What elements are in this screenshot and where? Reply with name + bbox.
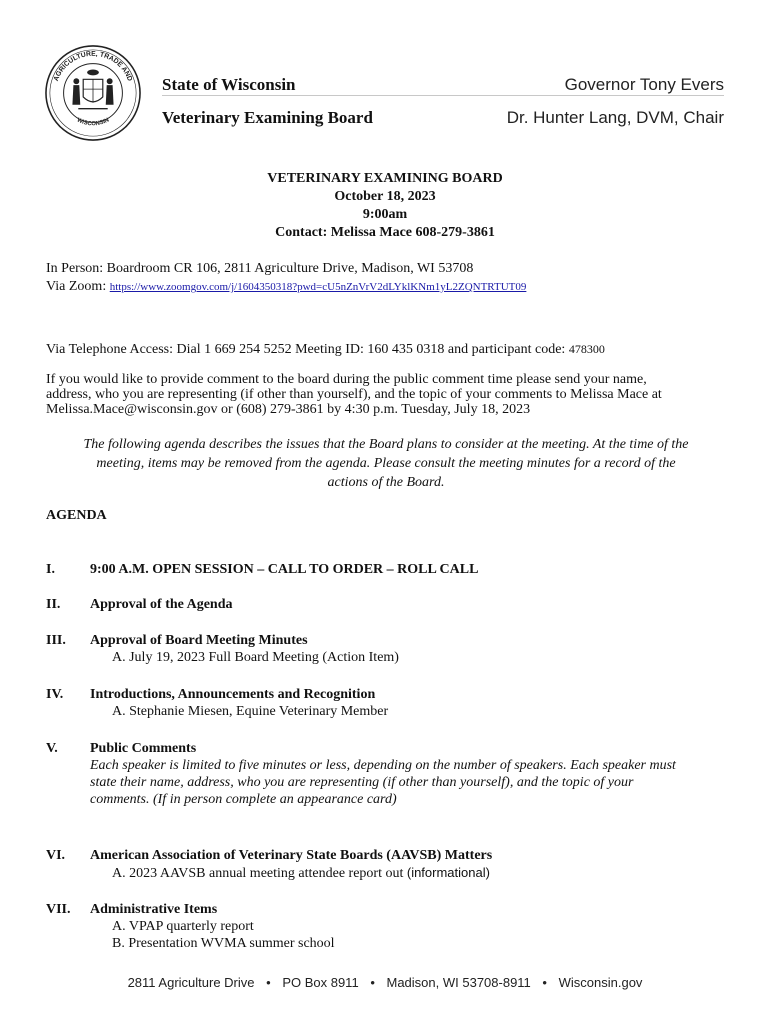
meeting-time: 9:00am — [362, 207, 408, 222]
telephone-text: Via Telephone Access: Dial 1 669 254 5252 Meeting ID: 160 435 0318 and participant code: — [46, 342, 569, 357]
item-number: VI. — [46, 848, 66, 863]
header-divider — [162, 95, 724, 96]
agenda-notice — [46, 435, 726, 492]
notice-line-3: actions of the Board. — [327, 475, 445, 490]
item-description: comments. (If in person complete an appearance card) — [90, 792, 397, 807]
footer-city: Madison, WI 53708-8911 — [386, 975, 531, 990]
item-number: VII. — [46, 902, 71, 917]
sub-item — [90, 864, 736, 882]
governor-name: Governor Tony Evers — [564, 75, 724, 94]
item-title: Administrative Items — [90, 902, 218, 917]
telephone-access — [46, 341, 605, 358]
seal-top-text: AGRICULTURE, TRADE AND — [52, 50, 134, 83]
comment-line-1: If you would like to provide comment to the board during the public comment time please send your name, — [46, 372, 647, 387]
meeting-title-block — [0, 170, 770, 242]
item-title: American Association of Veterinary State Boards (AAVSB) Matters — [90, 848, 493, 863]
state-name: State of Wisconsin — [162, 75, 296, 94]
sub-item: B. Presentation WVMA summer school — [112, 936, 335, 951]
seal-bottom-text: WISCONSIN — [75, 117, 111, 128]
informational-tag: (informational) — [406, 865, 490, 880]
board-name: Veterinary Examining Board — [162, 108, 373, 127]
item-number: III. — [46, 633, 66, 648]
agenda-heading: AGENDA — [46, 508, 107, 523]
item-number: IV. — [46, 687, 64, 702]
footer-separator: • — [542, 975, 547, 990]
sub-item: A. Stephanie Miesen, Equine Veterinary Member — [112, 704, 389, 719]
item-title: Public Comments — [90, 741, 197, 756]
item-number: I. — [46, 562, 55, 577]
svg-text:WISCONSIN — [76, 117, 110, 127]
comment-line-3: Melissa.Mace@wisconsin.gov or (608) 279-3861 by 4:30 p.m. Tuesday, July 18, 2023 — [46, 402, 531, 417]
item-description: state their name, address, who you are representing (if other than yourself), and the topic of your — [90, 775, 634, 790]
meeting-date: October 18, 2023 — [334, 189, 436, 204]
item-number: II. — [46, 597, 61, 612]
department-seal — [44, 44, 142, 142]
footer-separator: • — [370, 975, 375, 990]
comment-instructions — [46, 372, 736, 417]
page-footer — [0, 975, 770, 990]
sub-item: A. July 19, 2023 Full Board Meeting (Action Item) — [112, 650, 399, 665]
item-number: V. — [46, 741, 58, 756]
participant-code: 478300 — [568, 342, 605, 356]
sub-item: A. VPAP quarterly report — [112, 919, 254, 934]
footer-po-box: PO Box 8911 — [282, 975, 359, 990]
item-title: Approval of Board Meeting Minutes — [90, 633, 308, 648]
comment-line-2: address, who you are representing (if other than yourself), and the topic of your comments to Melissa Mace at — [46, 387, 662, 402]
item-title: 9:00 A.M. OPEN SESSION – CALL TO ORDER – ROLL CALL — [90, 562, 479, 577]
zoom-link[interactable]: https://www.zoomgov.com/j/1604350318?pwd=cU5nZnVrV2dLYklKNm1yL2ZQNTRTUT09 — [109, 281, 527, 293]
item-title: Approval of the Agenda — [90, 597, 233, 612]
board-chair: Dr. Hunter Lang, DVM, Chair — [506, 108, 724, 127]
notice-line-1: The following agenda describes the issues that the Board plans to consider at the meeting. At the time of the — [83, 437, 689, 452]
footer-address: 2811 Agriculture Drive — [127, 975, 255, 990]
item-description: Each speaker is limited to five minutes or less, depending on the number of speakers. Each speaker must — [90, 758, 676, 773]
zoom-access — [46, 278, 526, 296]
footer-website[interactable]: Wisconsin.gov — [558, 975, 643, 990]
footer-separator: • — [266, 975, 271, 990]
meeting-title: VETERINARY EXAMINING BOARD — [267, 171, 503, 186]
item-title: Introductions, Announcements and Recognition — [90, 687, 376, 702]
in-person-location: In Person: Boardroom CR 106, 2811 Agriculture Drive, Madison, WI 53708 — [46, 261, 474, 276]
zoom-label: Via Zoom: — [46, 279, 110, 294]
sub-item-text: A. 2023 AAVSB annual meeting attendee report out — [112, 866, 407, 881]
meeting-contact: Contact: Melissa Mace 608-279-3861 — [275, 225, 495, 240]
notice-line-2: meeting, items may be removed from the agenda. Please consult the meeting minutes for a record of the — [96, 456, 676, 471]
